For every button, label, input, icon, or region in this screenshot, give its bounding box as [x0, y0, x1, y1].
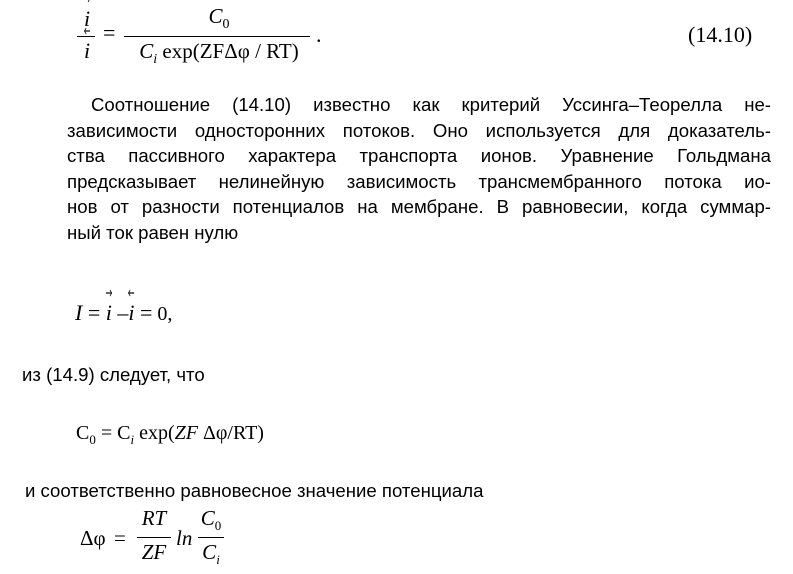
right-arrow-icon [106, 289, 112, 297]
follows-text: из (14.9) следует, что [22, 364, 205, 385]
equals-sign: = [103, 20, 116, 45]
fraction-bar [124, 36, 310, 37]
equation-period: . [316, 22, 322, 47]
net-current-equation: I = i – i = 0, [75, 300, 172, 326]
equals-sign: = [114, 526, 126, 550]
flux-ratio-fraction [76, 6, 98, 66]
delta-phi-symbol: Δφ [80, 526, 106, 550]
c0-over-ci-fraction: $C_0$ $C_i$ [196, 506, 226, 570]
equilibrium-concentration-equation: $C_0 = C_i$ exp(ZF Δφ/RT) [76, 422, 264, 447]
body-paragraph [67, 92, 771, 245]
backward-flux-symbol: i [84, 38, 90, 64]
right-arrow-icon [84, 0, 90, 3]
left-arrow-icon [84, 27, 90, 35]
paragraph-line: ства пассивного характера транспорта ионов. Уравнение Гольдмана [67, 145, 771, 166]
equilibrium-text: и соответственно равновесное значение потенциала [25, 480, 484, 501]
equation-number: (14.10) [688, 22, 753, 47]
paragraph-line: предсказывает нелинейную зависимость трансмембранного потока ио- [67, 170, 771, 192]
paragraph-line: зависимости односторонних потоков. Оно используется для доказатель- [67, 119, 771, 141]
paragraph-line: ный ток равен нулю [67, 221, 239, 243]
concentration-fraction: $C_0$ $C_i$ exp(ZFΔφ / RT) [124, 4, 314, 68]
fraction-bar [198, 537, 224, 538]
fraction-bar [137, 537, 171, 538]
rt-over-zf-fraction: RT ZF [134, 506, 174, 570]
backward-flux-symbol: i [128, 300, 134, 326]
forward-flux-symbol: i [84, 6, 90, 32]
forward-flux-symbol: i [106, 300, 112, 326]
ln-symbol: ln [176, 526, 193, 550]
paragraph-line: Соотношение (14.10) известно как критерий Уссинга–Теорелла не- [91, 94, 771, 115]
left-arrow-icon [128, 289, 134, 297]
paragraph-line: нов от разности потенциалов на мембране. В равновесии, когда суммар- [67, 196, 771, 217]
